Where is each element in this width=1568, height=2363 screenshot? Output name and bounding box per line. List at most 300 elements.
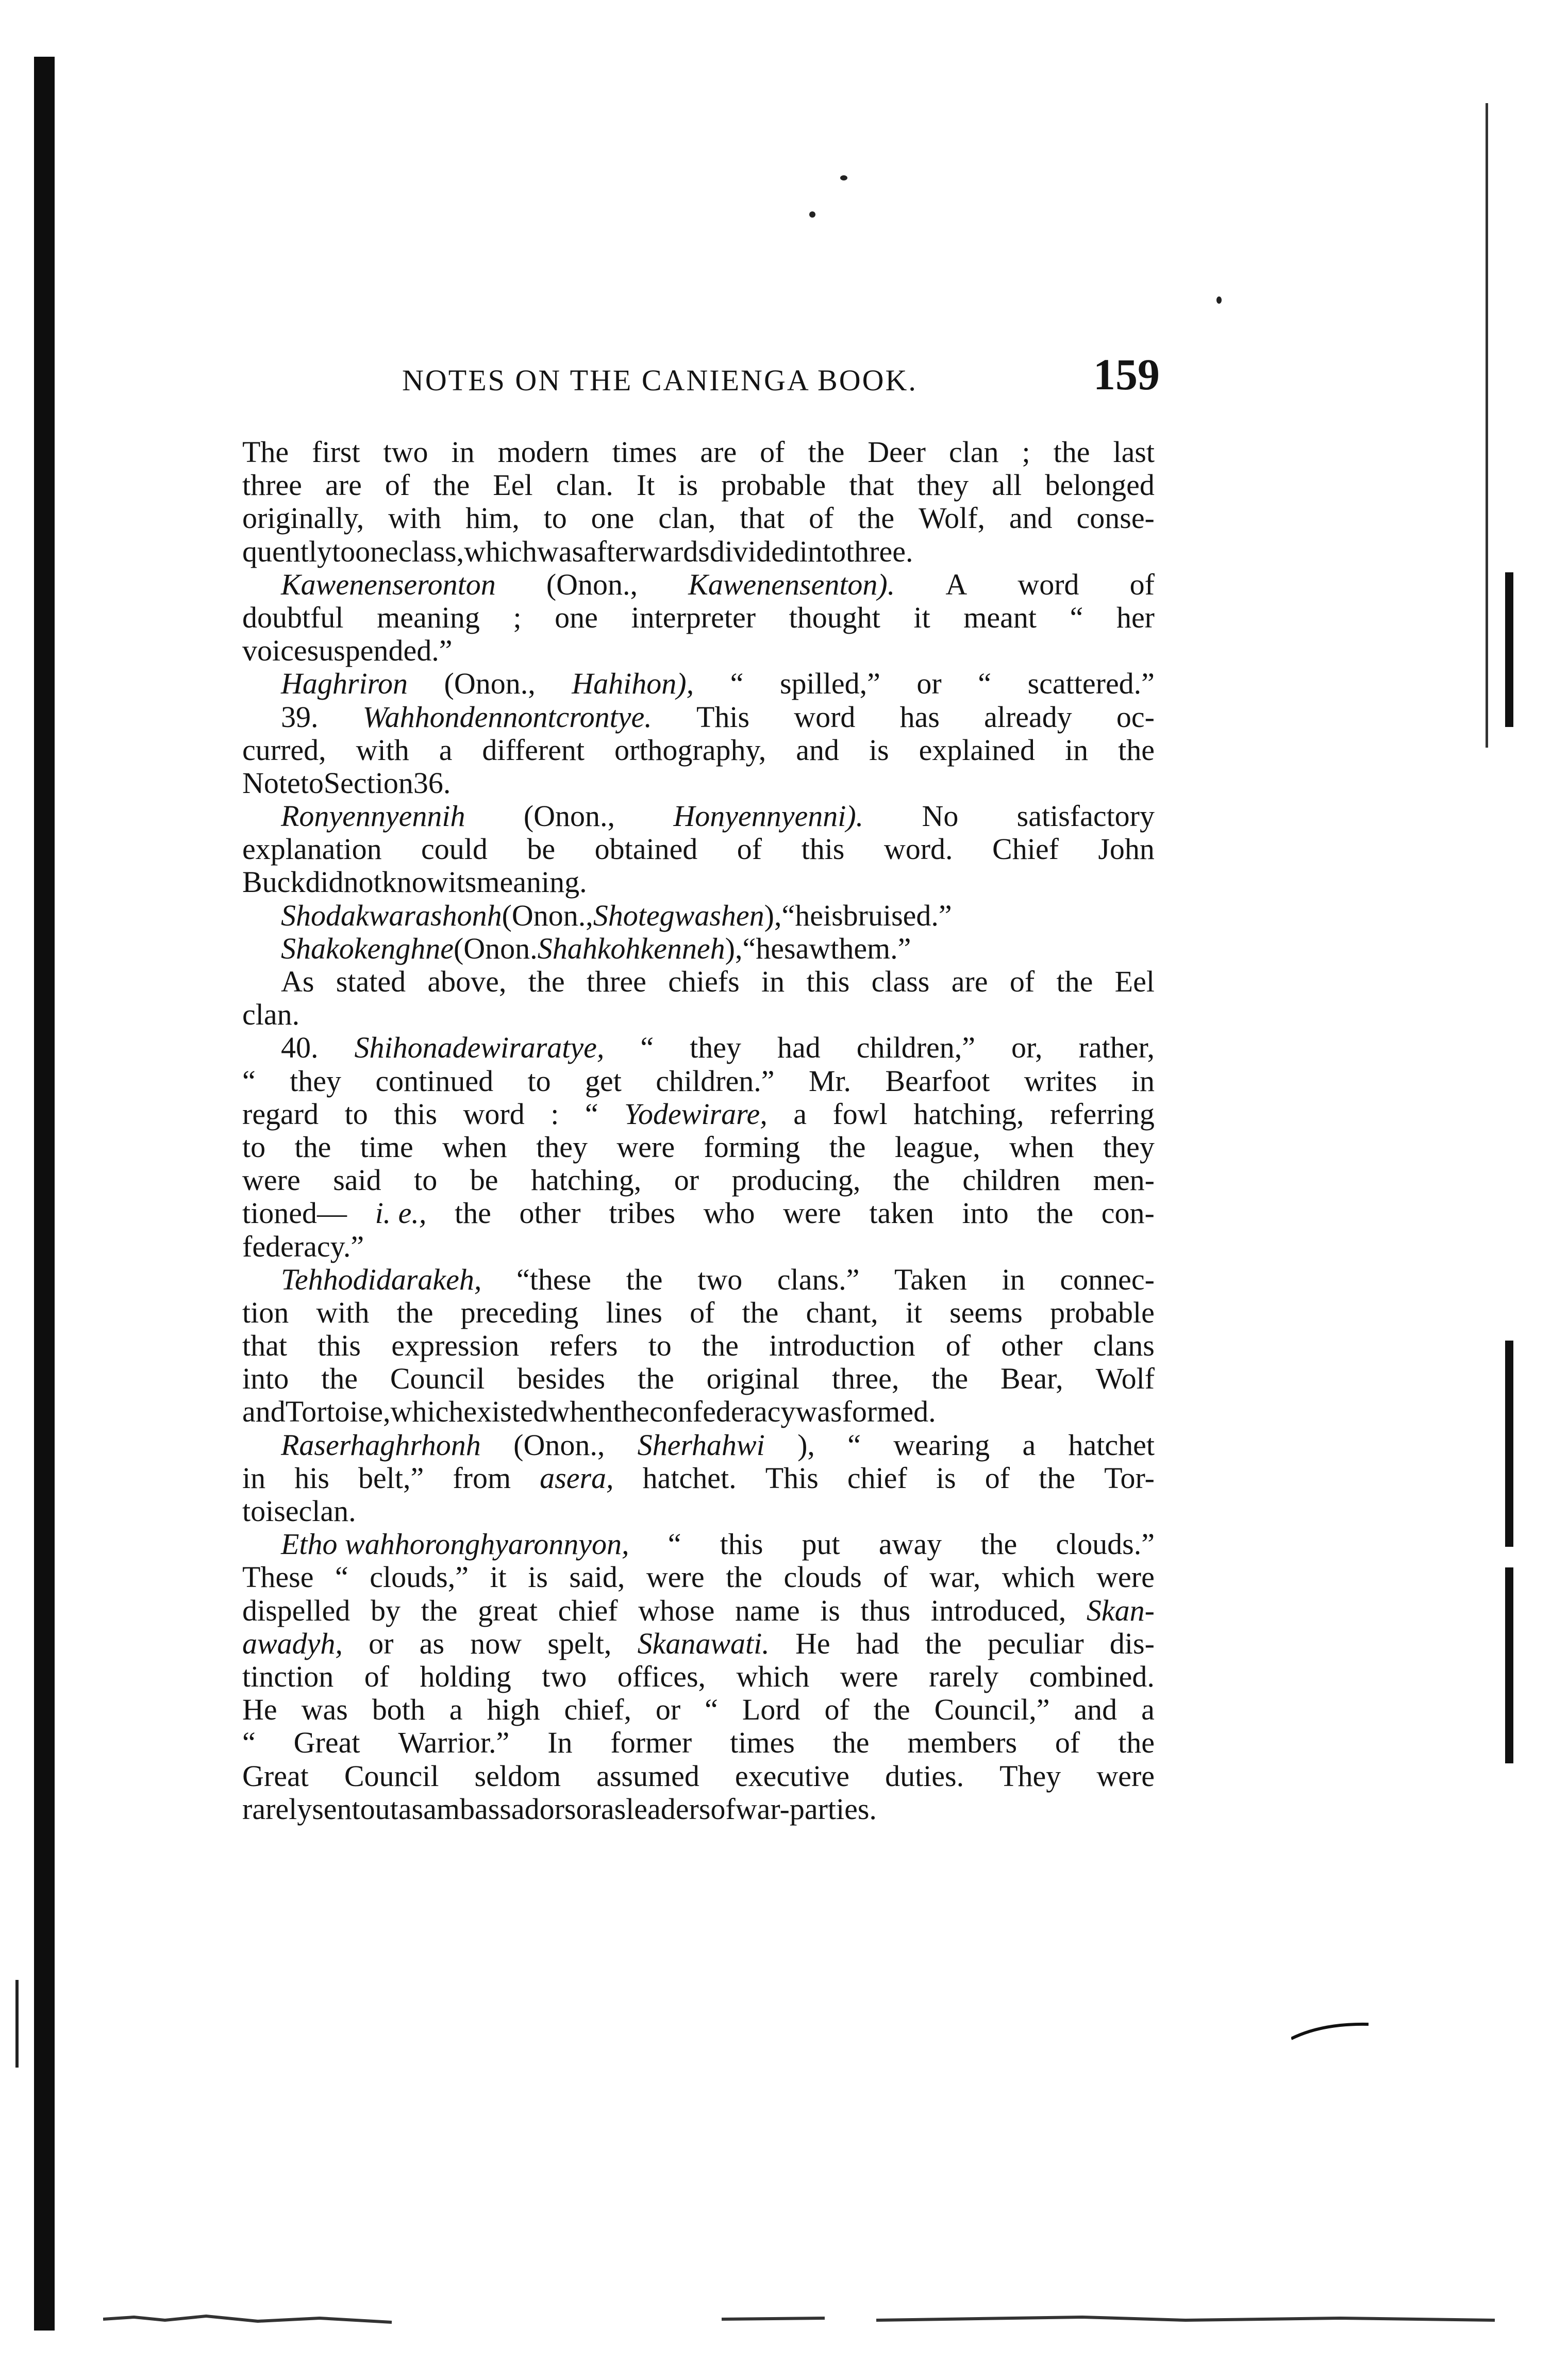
word: this xyxy=(806,965,850,998)
italic-term: Skanawati. xyxy=(637,1626,770,1660)
word: It xyxy=(636,468,655,502)
word: ), xyxy=(725,931,743,965)
word: “ xyxy=(242,1726,256,1760)
word: the xyxy=(832,1726,870,1760)
italic-term: Shahkohkenneh xyxy=(537,931,725,965)
word: him, xyxy=(465,501,520,535)
word: away xyxy=(878,1527,942,1561)
word: the xyxy=(925,1626,962,1660)
word: rarely xyxy=(928,1659,999,1693)
word: the xyxy=(321,1362,358,1396)
word: class xyxy=(871,965,930,998)
word: is xyxy=(936,1461,956,1495)
word: thought xyxy=(789,600,880,634)
word: curred, xyxy=(242,733,326,767)
word: them.” xyxy=(830,931,911,965)
word: this xyxy=(394,1097,438,1131)
word: : xyxy=(551,1097,559,1131)
italic-term: Shotegwashen xyxy=(593,898,764,932)
word: executive xyxy=(735,1759,850,1793)
word: a xyxy=(793,1097,807,1131)
word: were xyxy=(646,1560,705,1594)
word: be xyxy=(527,832,556,866)
word: This xyxy=(696,700,750,734)
word: word xyxy=(794,700,856,734)
word: the xyxy=(1037,1196,1074,1230)
word: know xyxy=(381,865,448,899)
word: clan. xyxy=(556,468,613,502)
word: they xyxy=(1103,1130,1155,1164)
italic-term: Skan- xyxy=(1086,1593,1155,1627)
word: with xyxy=(388,501,442,535)
word: were xyxy=(616,1130,675,1164)
word: as xyxy=(600,1792,626,1826)
word: confederacy xyxy=(649,1395,796,1429)
italic-term: asera, xyxy=(540,1461,614,1495)
word: the xyxy=(613,1395,650,1429)
word: con- xyxy=(1101,1196,1155,1230)
word: “ xyxy=(847,1428,861,1462)
word: Council xyxy=(390,1362,485,1396)
word: ; xyxy=(1022,435,1030,469)
word: ; xyxy=(513,600,522,634)
word: suspended.” xyxy=(307,634,453,668)
word: of xyxy=(760,435,785,469)
word: which xyxy=(1002,1560,1075,1594)
word: time xyxy=(360,1130,413,1164)
text-line xyxy=(242,1495,1155,1528)
word: this xyxy=(801,832,845,866)
word: and xyxy=(1009,501,1053,535)
word: refers xyxy=(549,1329,618,1363)
word: of xyxy=(385,468,410,502)
word: combined. xyxy=(1029,1659,1155,1693)
italic-term: Shakokenghne xyxy=(281,931,454,965)
word: in xyxy=(451,435,475,469)
word: and xyxy=(1074,1693,1117,1727)
word: get xyxy=(585,1064,622,1098)
scan-pen-mark xyxy=(1291,2021,1369,2042)
scan-margin-mark xyxy=(15,1980,19,2068)
word: not xyxy=(343,865,382,899)
word: when xyxy=(1009,1130,1074,1164)
word: to xyxy=(242,1130,266,1164)
word: to xyxy=(414,1163,438,1197)
word: formed. xyxy=(842,1395,936,1429)
word: or xyxy=(576,1792,601,1826)
word: name xyxy=(735,1593,800,1627)
text-line xyxy=(242,1760,1155,1793)
word: belonged xyxy=(1045,468,1155,502)
text-line xyxy=(242,1726,1155,1759)
word: to xyxy=(300,766,324,800)
word: ambassadors xyxy=(423,1792,576,1826)
text-line xyxy=(242,932,1155,965)
word: of xyxy=(809,501,834,535)
word: which xyxy=(464,534,537,568)
word: are xyxy=(700,435,737,469)
word: tribes xyxy=(609,1196,676,1230)
word: preceding xyxy=(460,1295,579,1329)
word: first xyxy=(312,435,360,469)
word: oc- xyxy=(1116,700,1155,734)
word: peculiar xyxy=(987,1626,1084,1660)
text-line xyxy=(242,634,1155,667)
word: introduction xyxy=(769,1329,915,1363)
word: connec- xyxy=(1060,1262,1155,1296)
word: scattered.” xyxy=(1027,667,1155,701)
word: forming xyxy=(704,1130,800,1164)
word: the xyxy=(1053,435,1090,469)
text-line xyxy=(242,1462,1155,1495)
word: quently xyxy=(242,534,332,568)
word: the xyxy=(1056,965,1093,998)
text-line xyxy=(242,1793,1155,1826)
scan-edge-line xyxy=(1486,103,1488,748)
word: to xyxy=(543,501,567,535)
word: had xyxy=(856,1626,899,1660)
text-line xyxy=(242,701,1155,734)
word: originally, xyxy=(242,501,364,535)
word: continued xyxy=(375,1064,494,1098)
word: obtained xyxy=(594,832,698,866)
word: the xyxy=(742,1295,779,1329)
word: taken xyxy=(869,1196,934,1230)
word: it xyxy=(490,1560,507,1594)
word: Bearfoot xyxy=(885,1064,990,1098)
scan-bottom-smear xyxy=(103,2310,1495,2325)
word: last xyxy=(1113,435,1155,469)
word: meaning xyxy=(377,600,480,634)
word: lines xyxy=(606,1295,662,1329)
scan-speck xyxy=(809,211,815,218)
word: tinction xyxy=(242,1659,334,1693)
word: is xyxy=(528,1560,548,1594)
word: the xyxy=(858,501,895,535)
text-line xyxy=(242,1660,1155,1693)
word: referring xyxy=(1050,1097,1155,1131)
word: did xyxy=(305,865,344,899)
word: clan. xyxy=(242,998,300,1032)
italic-term: Tehhodidarakeh, xyxy=(281,1262,482,1296)
word: two xyxy=(542,1659,587,1693)
word: offices, xyxy=(617,1659,706,1693)
word: word xyxy=(463,1097,525,1131)
word: seems xyxy=(949,1295,1023,1329)
word: stated xyxy=(336,965,406,998)
word: Mr. xyxy=(808,1064,852,1098)
word: of xyxy=(690,1295,715,1329)
word: with xyxy=(356,733,409,767)
italic-term: Sherhahwi xyxy=(637,1428,765,1462)
word: a xyxy=(1022,1428,1036,1462)
text-line xyxy=(242,1528,1155,1561)
word: The xyxy=(242,435,289,469)
italic-term: Raserhaghrhonh xyxy=(281,1428,481,1462)
text-line xyxy=(242,535,1155,568)
word: Council xyxy=(344,1759,439,1793)
word: holding xyxy=(420,1659,511,1693)
word: the xyxy=(294,1130,331,1164)
word: one xyxy=(555,600,598,634)
word: probable xyxy=(1049,1295,1155,1329)
word: assumed xyxy=(596,1759,699,1793)
word: other xyxy=(1001,1329,1063,1363)
word: clan xyxy=(948,435,999,469)
word: chant, xyxy=(806,1295,878,1329)
word: was xyxy=(301,1693,348,1727)
word: by xyxy=(371,1593,401,1627)
word: federacy.” xyxy=(242,1229,364,1263)
word: ), xyxy=(797,1428,815,1462)
word: was xyxy=(795,1395,842,1429)
word: This xyxy=(765,1461,819,1495)
word: hatchet xyxy=(1068,1428,1155,1462)
word: be xyxy=(470,1163,498,1197)
word: hatchet. xyxy=(642,1461,737,1495)
word: Deer xyxy=(868,435,926,469)
text-line xyxy=(242,1098,1155,1131)
word: the xyxy=(980,1527,1017,1561)
scan-edge-shadow xyxy=(1505,1341,1513,1547)
text-line xyxy=(242,833,1155,866)
word: duties. xyxy=(885,1759,964,1793)
word: Buck xyxy=(242,865,306,899)
word: modern xyxy=(497,435,589,469)
word: (Onon., xyxy=(502,898,593,932)
word: John xyxy=(1098,832,1155,866)
word: into xyxy=(799,534,846,568)
word: the xyxy=(637,1362,674,1396)
word: “ xyxy=(668,1527,681,1561)
word: above, xyxy=(427,965,507,998)
text-line xyxy=(242,965,1155,998)
word: producing, xyxy=(731,1163,861,1197)
text-line xyxy=(242,436,1155,469)
word: writes xyxy=(1024,1064,1097,1098)
word: clouds xyxy=(783,1560,862,1594)
word: or xyxy=(655,1693,681,1727)
word: explained xyxy=(919,733,1036,767)
word: rarely xyxy=(242,1792,312,1826)
word: (Onon., xyxy=(523,799,615,833)
word: They xyxy=(999,1759,1061,1793)
running-title: NOTES ON THE CANIENGA BOOK. xyxy=(402,363,918,397)
word: one xyxy=(591,501,635,535)
word: they xyxy=(290,1064,341,1098)
word: existed xyxy=(463,1395,548,1429)
word: the xyxy=(626,1262,663,1296)
word: three xyxy=(242,468,302,502)
word: her xyxy=(1116,600,1155,634)
word: In xyxy=(547,1726,573,1760)
word: of xyxy=(945,1329,971,1363)
word: 39. xyxy=(281,700,319,734)
word: sent xyxy=(312,1792,360,1826)
word: its xyxy=(448,865,477,899)
word: to xyxy=(331,534,356,568)
text-line xyxy=(242,1031,1155,1064)
word: explanation xyxy=(242,832,382,866)
word: the xyxy=(455,1196,491,1230)
word: men- xyxy=(1093,1163,1155,1197)
word: now xyxy=(470,1626,522,1660)
word: as xyxy=(419,1626,445,1660)
word: the xyxy=(396,1295,433,1329)
word: (Onon. xyxy=(453,931,538,965)
word: of xyxy=(710,1792,736,1826)
italic-term: Haghriron xyxy=(281,667,408,701)
word: 40. xyxy=(281,1031,319,1065)
word: of xyxy=(1009,965,1035,998)
word: Great xyxy=(293,1726,360,1760)
word: out xyxy=(360,1792,398,1826)
word: three xyxy=(586,965,646,998)
word: Wolf, xyxy=(919,501,986,535)
word: to xyxy=(344,1097,368,1131)
word: the xyxy=(1118,1726,1155,1760)
word: members xyxy=(907,1726,1017,1760)
word: that xyxy=(242,1329,287,1363)
text-line xyxy=(242,1065,1155,1098)
word: expression xyxy=(391,1329,520,1363)
italic-term: Kawenenseronton xyxy=(281,567,496,601)
text-line xyxy=(242,502,1155,535)
italic-term: Yodewirare, xyxy=(624,1097,768,1131)
word: clan. xyxy=(298,1494,356,1528)
word: thus xyxy=(860,1593,911,1627)
italic-term: i. e., xyxy=(375,1196,427,1230)
word: and xyxy=(242,1395,286,1429)
word: 36. xyxy=(413,766,451,800)
word: of xyxy=(824,1693,849,1727)
word: a xyxy=(439,733,453,767)
text-line xyxy=(242,1230,1155,1263)
word: saw xyxy=(784,931,831,965)
word: which xyxy=(390,1395,464,1429)
text-line xyxy=(242,767,1155,800)
scan-edge-shadow xyxy=(1505,572,1513,727)
word: of xyxy=(1055,1726,1080,1760)
word: spilled,” xyxy=(779,667,880,701)
word: bruised.” xyxy=(843,898,952,932)
word: “he xyxy=(781,898,823,932)
word: class, xyxy=(398,534,464,568)
word: “ xyxy=(242,1064,256,1098)
word: or xyxy=(674,1163,699,1197)
text-line xyxy=(242,1131,1155,1164)
word: (Onon., xyxy=(444,667,536,701)
word: two xyxy=(383,435,428,469)
word: probable xyxy=(721,468,826,502)
text-line xyxy=(242,601,1155,634)
italic-term: Shodakwarashonh xyxy=(281,898,502,932)
word: one xyxy=(355,534,398,568)
word: in xyxy=(1065,733,1089,767)
word: when xyxy=(442,1130,507,1164)
word: the xyxy=(433,468,470,502)
word: they xyxy=(917,468,969,502)
word: the xyxy=(873,1693,910,1727)
word: whose xyxy=(638,1593,715,1627)
word: doubtful xyxy=(242,600,344,634)
text-line xyxy=(242,1395,1155,1428)
word: chief, xyxy=(564,1693,631,1727)
text-line xyxy=(242,667,1155,700)
word: “ xyxy=(705,1693,718,1727)
word: regard xyxy=(242,1097,319,1131)
italic-term: awadyh, xyxy=(242,1626,343,1660)
word: of xyxy=(883,1560,908,1594)
word: this xyxy=(318,1329,361,1363)
word: the xyxy=(726,1560,762,1594)
word: meant xyxy=(963,600,1037,634)
word: and xyxy=(796,733,839,767)
scan-edge-shadow xyxy=(1505,1567,1513,1763)
word: meaning. xyxy=(476,865,587,899)
word: children.” xyxy=(656,1064,775,1098)
word: children xyxy=(962,1163,1061,1197)
word: clans.” xyxy=(777,1262,860,1296)
word: his xyxy=(294,1461,329,1495)
word: the xyxy=(829,1130,866,1164)
word: were xyxy=(1096,1560,1155,1594)
word: clan, xyxy=(658,501,716,535)
text-line xyxy=(242,1164,1155,1197)
word: toise xyxy=(242,1494,299,1528)
word: tioned— xyxy=(242,1196,347,1230)
word: are xyxy=(951,965,988,998)
word: has xyxy=(899,700,940,734)
word: war, xyxy=(929,1560,981,1594)
text-line xyxy=(242,1561,1155,1594)
word: dis- xyxy=(1109,1626,1155,1660)
word: conse- xyxy=(1076,501,1155,535)
word: dispelled xyxy=(242,1593,351,1627)
word: both xyxy=(372,1693,425,1727)
scan-spine-shadow xyxy=(34,57,55,2331)
word: “ xyxy=(978,667,992,701)
word: to xyxy=(527,1064,551,1098)
word: two xyxy=(697,1262,743,1296)
word: No xyxy=(922,799,959,833)
page-number: 159 xyxy=(1093,350,1160,399)
text-line xyxy=(242,1329,1155,1362)
word: of xyxy=(364,1659,390,1693)
word: hatching, xyxy=(913,1097,1024,1131)
word: who xyxy=(703,1196,755,1230)
word: clouds,” xyxy=(370,1560,469,1594)
word: was xyxy=(537,534,584,568)
word: word. xyxy=(883,832,953,866)
word: “ xyxy=(640,1031,654,1065)
word: “ xyxy=(730,667,744,701)
word: put xyxy=(802,1527,840,1561)
word: Warrior.” xyxy=(398,1726,510,1760)
text-line xyxy=(242,800,1155,833)
word: “these xyxy=(516,1262,591,1296)
word: they xyxy=(690,1031,742,1065)
word: seldom xyxy=(474,1759,561,1793)
word: could xyxy=(421,832,488,866)
word: the xyxy=(1039,1461,1075,1495)
text-line xyxy=(242,469,1155,502)
italic-term: Etho wahhoronghyaronnyon, xyxy=(281,1527,629,1561)
word: which xyxy=(736,1659,810,1693)
word: Lord xyxy=(742,1693,800,1727)
word: in xyxy=(1002,1262,1025,1296)
word: Great xyxy=(242,1759,309,1793)
